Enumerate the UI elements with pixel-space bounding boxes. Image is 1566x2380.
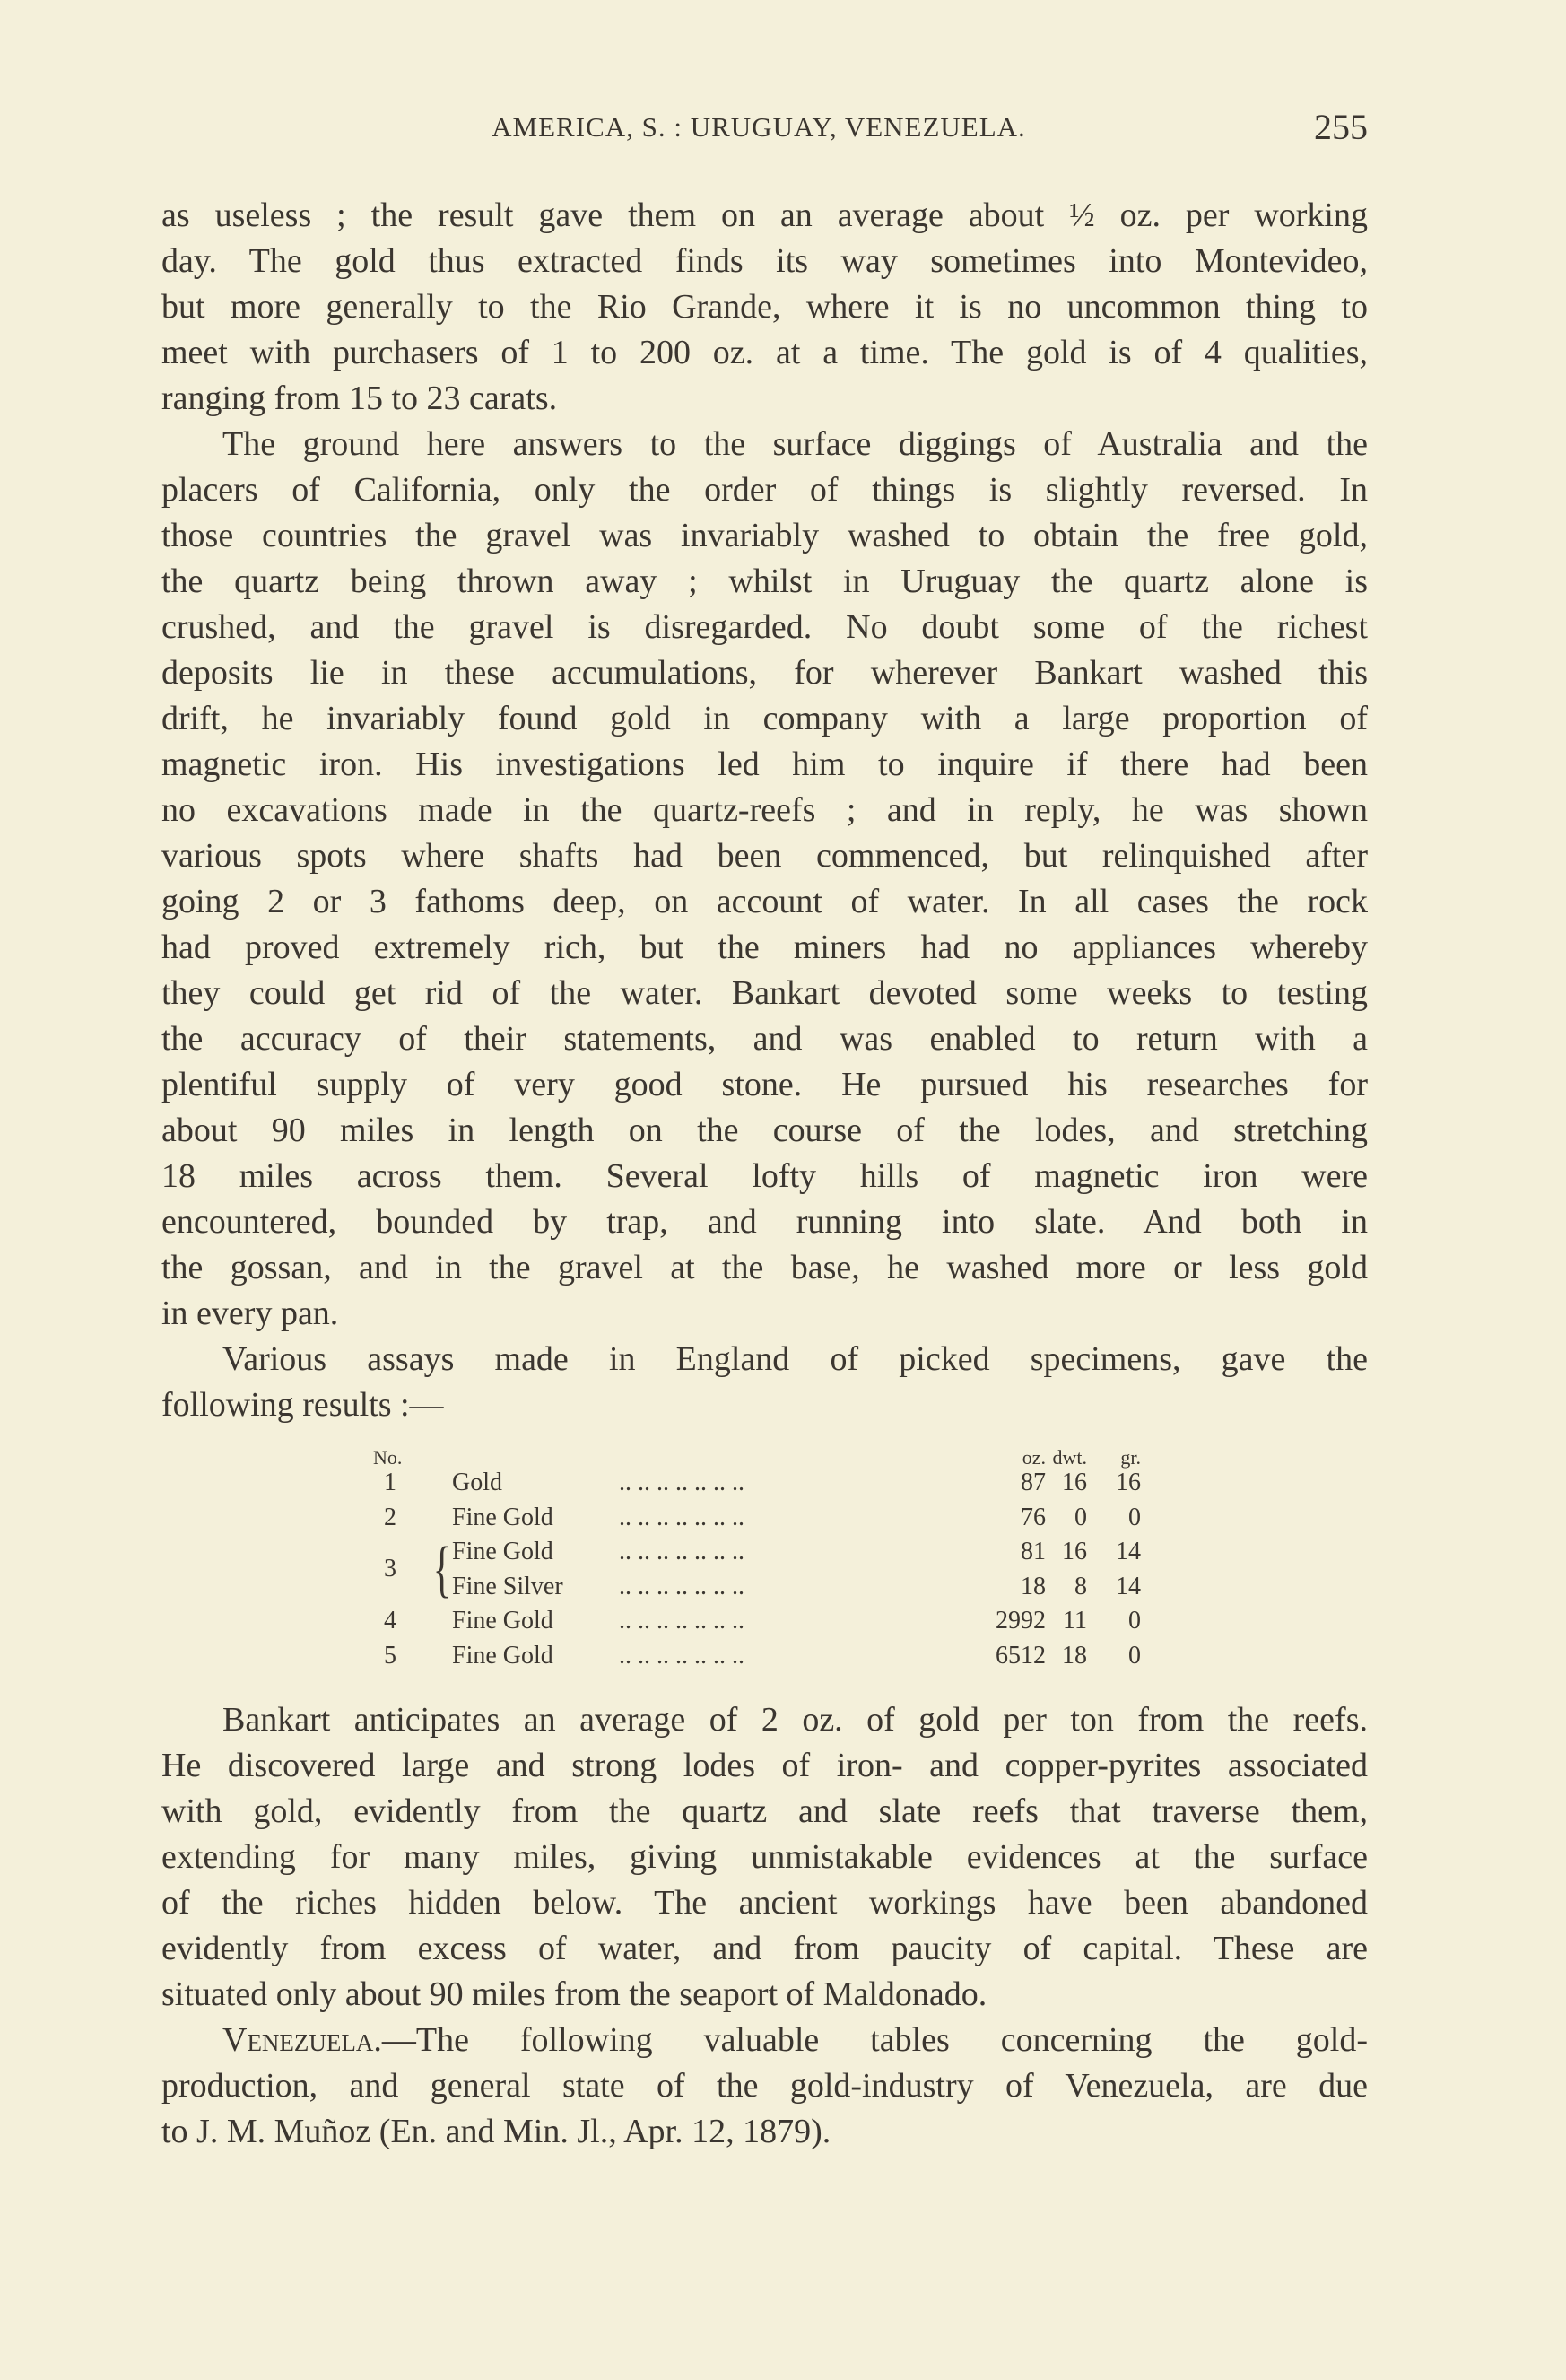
line-text: to J. M. Muñoz (En. and Min. Jl., Apr. 12, 1879). [161,2113,831,2150]
line-text: but more generally to the Rio Grande, where it is no uncommon thing to [161,288,1368,326]
running-header: AMERICA, S. : URUGUAY, VENEZUELA. [492,111,1026,143]
text-line [161,971,1368,1016]
text-line [161,2109,1368,2155]
text-line [161,1062,1368,1108]
line-text: —The following valuable tables concerning the gold- [381,2021,1368,2059]
row-gr: 16 [1116,1469,1141,1496]
line-text: the gossan, and in the gravel at the base, he washed more or less gold [161,1249,1368,1286]
dot-leader: .. .. .. .. .. .. .. [619,1469,744,1496]
row-oz: 76 [1021,1503,1046,1531]
row-gr: 14 [1116,1572,1141,1600]
line-text: 18 miles across them. Several lofty hills of magnetic iron were [161,1157,1368,1195]
text-line [161,788,1368,833]
row-gr: 14 [1116,1538,1141,1565]
header-no: No. [373,1446,403,1469]
line-text: production, and general state of the gold-industry of Venezuela, are due [161,2067,1368,2105]
paragraph [161,1697,1368,2018]
line-text: meet with purchasers of 1 to 200 oz. at a time. The gold is of 4 qualities, [161,334,1368,371]
line-text: magnetic iron. His investigations led him to inquire if there had been [161,745,1368,783]
line-text: had proved extremely rich, but the miners had no appliances whereby [161,928,1368,966]
row-dwt: 0 [1074,1503,1087,1531]
line-text: as useless ; the result gave them on an average about ½ oz. per working [161,196,1368,234]
line-text: about 90 miles in length on the course of the lodes, and stretching [161,1112,1368,1149]
row-oz: 18 [1021,1572,1046,1600]
line-text: evidently from excess of water, and from paucity of capital. These are [161,1930,1368,1967]
text-line [161,559,1368,605]
body-text-bottom [161,1697,1368,2155]
line-text: drift, he invariably found gold in company with a large proportion of [161,700,1368,737]
text-line [161,1337,1368,1382]
text-line [161,2063,1368,2109]
header-gr: gr. [1120,1446,1141,1469]
line-text: plentiful supply of very good stone. He pursued his researches for [161,1066,1368,1103]
text-line [161,422,1368,467]
body-text-top [161,193,1368,1428]
line-text: the accuracy of their statements, and was enabled to return with a [161,1020,1368,1058]
row-dwt: 16 [1062,1469,1087,1496]
text-line [161,1880,1368,1926]
line-text: those countries the gravel was invariably washed to obtain the free gold, [161,517,1368,554]
line-text: day. The gold thus extracted finds its way sometimes into Montevideo, [161,242,1368,280]
row-dwt: 18 [1062,1641,1087,1669]
line-text: He discovered large and strong lodes of iron- and copper-pyrites associated [161,1747,1368,1784]
line-text: crushed, and the gravel is disregarded. No doubt some of the richest [161,608,1368,646]
line-text: encountered, bounded by trap, and running into slate. And both in [161,1203,1368,1241]
text-line [161,1743,1368,1789]
row-gr: 0 [1128,1607,1141,1635]
line-text: with gold, evidently from the quartz and slate reefs that traverse them, [161,1792,1368,1830]
row-item: Fine Gold [452,1607,553,1635]
dot-leader: .. .. .. .. .. .. .. [619,1572,744,1600]
row-item: Fine Gold [452,1538,553,1565]
text-line [161,650,1368,696]
line-text: in every pan. [161,1295,339,1332]
row-dwt: 16 [1062,1538,1087,1565]
section-lead: Venezuela. [222,2021,382,2059]
page-number: 255 [1314,107,1368,147]
text-line [161,1835,1368,1880]
text-line [161,284,1368,330]
text-line [161,1926,1368,1972]
text-line [161,742,1368,788]
text-line [161,1199,1368,1245]
row-number: 1 [384,1469,396,1496]
line-text: the quartz being thrown away ; whilst in Uruguay the quartz alone is [161,562,1368,600]
paragraph [161,422,1368,1337]
text-line [161,879,1368,925]
row-number: 2 [384,1503,396,1531]
text-line [161,1789,1368,1835]
row-item: Fine Gold [452,1503,553,1531]
row-item: Fine Silver [452,1572,563,1600]
row-number: 3 [384,1555,396,1583]
line-text: deposits lie in these accumulations, for wherever Bankart washed this [161,654,1368,692]
line-text: various spots where shafts had been commenced, but relinquished after [161,837,1368,875]
row-oz: 2992 [996,1607,1046,1635]
paragraph [161,193,1368,422]
row-number: 5 [384,1641,396,1669]
text-line [161,330,1368,376]
line-text: ranging from 15 to 23 carats. [161,379,558,417]
text-line [161,513,1368,559]
row-gr: 0 [1128,1641,1141,1669]
text-line [161,1972,1368,2018]
line-text: situated only about 90 miles from the seaport of Maldonado. [161,1975,987,2013]
header-dwt: dwt. [1052,1446,1087,1469]
line-text: of the riches hidden below. The ancient workings have been abandoned [161,1884,1368,1922]
row-dwt: 8 [1074,1572,1087,1600]
text-line [161,239,1368,284]
line-text: following results :— [161,1386,444,1424]
paragraph [161,1337,1368,1428]
row-oz: 87 [1021,1469,1046,1496]
line-text: Bankart anticipates an average of 2 oz. of gold per ton from the reefs. [222,1701,1368,1739]
text-line [161,1291,1368,1337]
text-line [161,833,1368,879]
dot-leader: .. .. .. .. .. .. .. [619,1538,744,1565]
text-line [161,1382,1368,1428]
row-oz: 81 [1021,1538,1046,1565]
dot-leader: .. .. .. .. .. .. .. [619,1503,744,1531]
text-line [161,1154,1368,1199]
text-line [161,605,1368,650]
line-text: they could get rid of the water. Bankart devoted some weeks to testing [161,974,1368,1012]
row-item: Gold [452,1469,502,1496]
line-text: going 2 or 3 fathoms deep, on account of water. In all cases the rock [161,883,1368,920]
text-line [161,696,1368,742]
brace-icon: { [432,1535,451,1604]
row-gr: 0 [1128,1503,1141,1531]
line-text: placers of California, only the order of things is slightly reversed. In [161,471,1368,509]
text-line [161,467,1368,513]
text-line [161,1245,1368,1291]
row-dwt: 11 [1063,1607,1087,1635]
text-line [161,193,1368,239]
row-item: Fine Gold [452,1641,553,1669]
row-number: 4 [384,1607,396,1635]
paragraph [161,2018,1368,2155]
line-text: no excavations made in the quartz-reefs ; and in reply, he was shown [161,791,1368,829]
text-line [161,1697,1368,1743]
line-text: extending for many miles, giving unmistakable evidences at the surface [161,1838,1368,1876]
dot-leader: .. .. .. .. .. .. .. [619,1607,744,1635]
line-text: The ground here answers to the surface diggings of Australia and the [222,425,1368,463]
text-line [161,1108,1368,1154]
row-oz: 6512 [996,1641,1046,1669]
text-line [161,376,1368,422]
dot-leader: .. .. .. .. .. .. .. [619,1641,744,1669]
line-text: Various assays made in England of picked specimens, gave the [222,1340,1368,1378]
text-line [161,925,1368,971]
text-line [161,1016,1368,1062]
header-oz: oz. [1022,1446,1046,1469]
text-line [161,2018,1368,2063]
